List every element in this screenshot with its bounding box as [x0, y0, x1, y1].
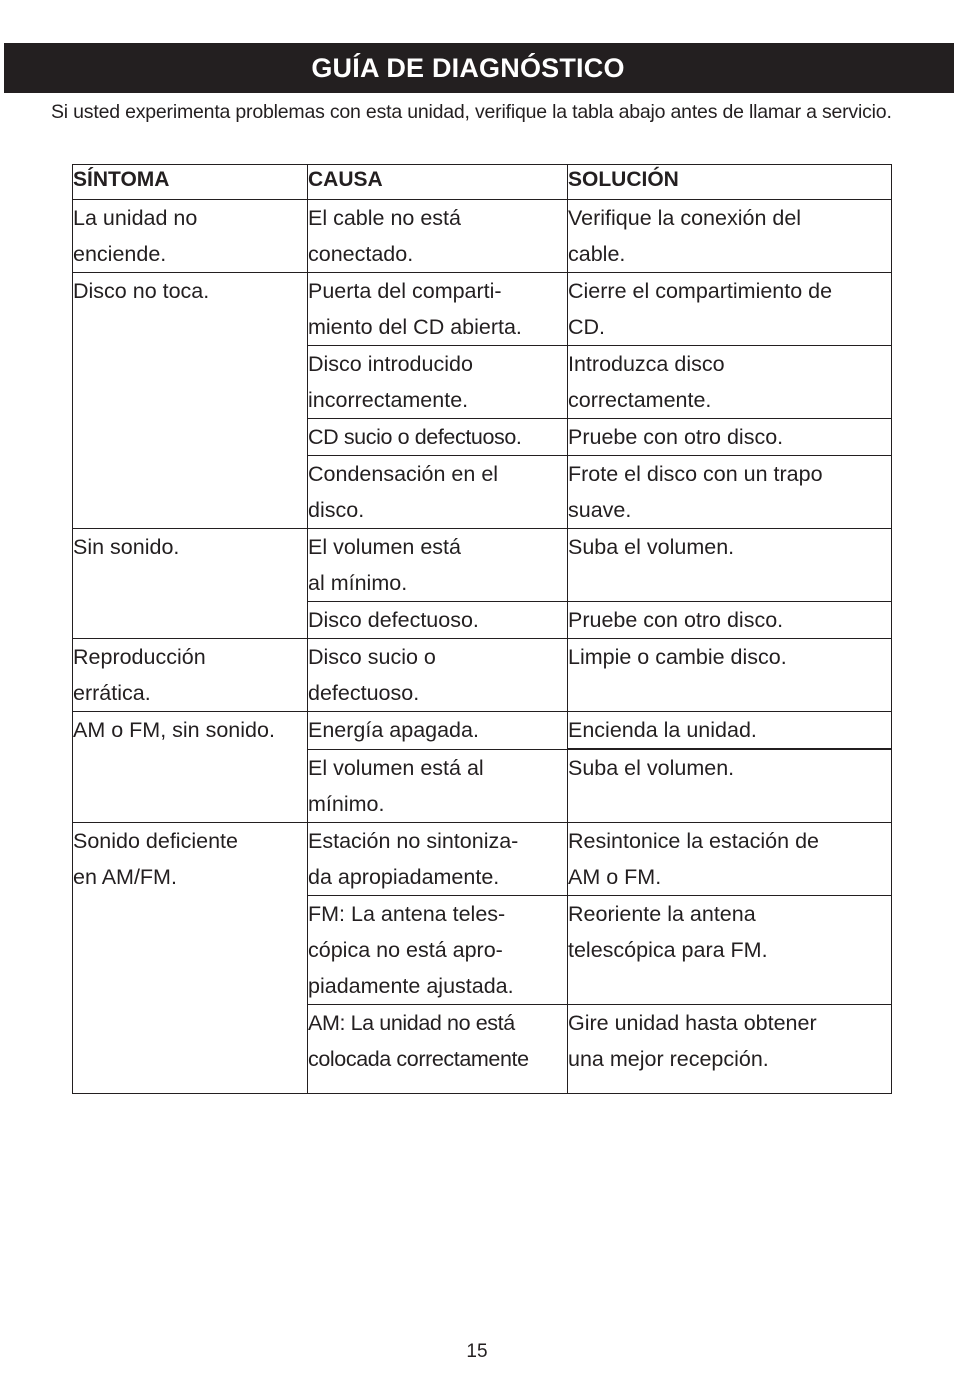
solution-cell: Frote el disco con un trapo suave.: [568, 456, 892, 529]
symptom-cell: Sonido deficiente en AM/FM.: [73, 822, 308, 1093]
title-bar: [4, 43, 954, 93]
cause-cell: El volumen está al mínimo.: [308, 529, 568, 602]
cause-cell: Condensación en el disco.: [308, 456, 568, 529]
cause-cell: Disco defectuoso.: [308, 602, 568, 639]
cause-cell: El cable no está conectado.: [308, 200, 568, 273]
symptom-cell: La unidad no enciende.: [73, 200, 308, 273]
cause-cell: Disco introducido incorrectamente.: [308, 346, 568, 419]
cause-cell: Energía apagada.: [308, 712, 568, 750]
table-row: [73, 529, 892, 602]
table-row: [73, 200, 892, 273]
solution-cell: Introduzca disco correctamente.: [568, 346, 892, 419]
table-row: [73, 822, 892, 895]
solution-cell: Limpie o cambie disco.: [568, 639, 892, 712]
table-header-row: [73, 165, 892, 200]
page-title: GUÍA DE DIAGNÓSTICO: [311, 52, 625, 83]
header-symptom: SÍNTOMA: [73, 165, 308, 200]
intro-paragraph: Si usted experimenta problemas con esta unidad, verifique la tabla abajo antes de llamar a servicio.: [51, 101, 892, 123]
solution-cell: Pruebe con otro disco.: [568, 419, 892, 456]
solution-cell: Resintonice la estación de AM o FM.: [568, 822, 892, 895]
symptom-cell: Disco no toca.: [73, 273, 308, 529]
solution-cell: Suba el volumen.: [568, 529, 892, 602]
table-row: [73, 639, 892, 712]
cause-cell: CD sucio o defectuoso.: [308, 419, 568, 456]
solution-cell: Pruebe con otro disco.: [568, 602, 892, 639]
cause-cell: FM: La antena teles- cópica no está apro- piadamente ajustada.: [308, 895, 568, 1004]
symptom-cell: Reproducción errática.: [73, 639, 308, 712]
solution-cell: Gire unidad hasta obtener una mejor recepción.: [568, 1004, 892, 1093]
solution-cell: Reoriente la antena telescópica para FM.: [568, 895, 892, 1004]
cause-cell: El volumen está al mínimo.: [308, 749, 568, 822]
solution-cell: Cierre el compartimiento de CD.: [568, 273, 892, 346]
cause-cell: Disco sucio o defectuoso.: [308, 639, 568, 712]
table-row: [73, 712, 892, 750]
header-solution: SOLUCIÓN: [568, 165, 892, 200]
cause-cell: Puerta del comparti- miento del CD abierta.: [308, 273, 568, 346]
header-cause: CAUSA: [308, 165, 568, 200]
solution-cell: Encienda la unidad.: [568, 712, 892, 750]
table-row: [73, 273, 892, 346]
page-number: 15: [466, 1341, 488, 1362]
troubleshooting-table: [72, 164, 892, 1094]
symptom-cell: AM o FM, sin sonido.: [73, 712, 308, 823]
cause-cell: Estación no sintoniza- da apropiadamente.: [308, 822, 568, 895]
cause-cell: AM: La unidad no está colocada correctamente: [308, 1004, 568, 1093]
symptom-cell: Sin sonido.: [73, 529, 308, 639]
solution-cell: Suba el volumen.: [568, 749, 892, 822]
solution-cell: Verifique la conexión del cable.: [568, 200, 892, 273]
